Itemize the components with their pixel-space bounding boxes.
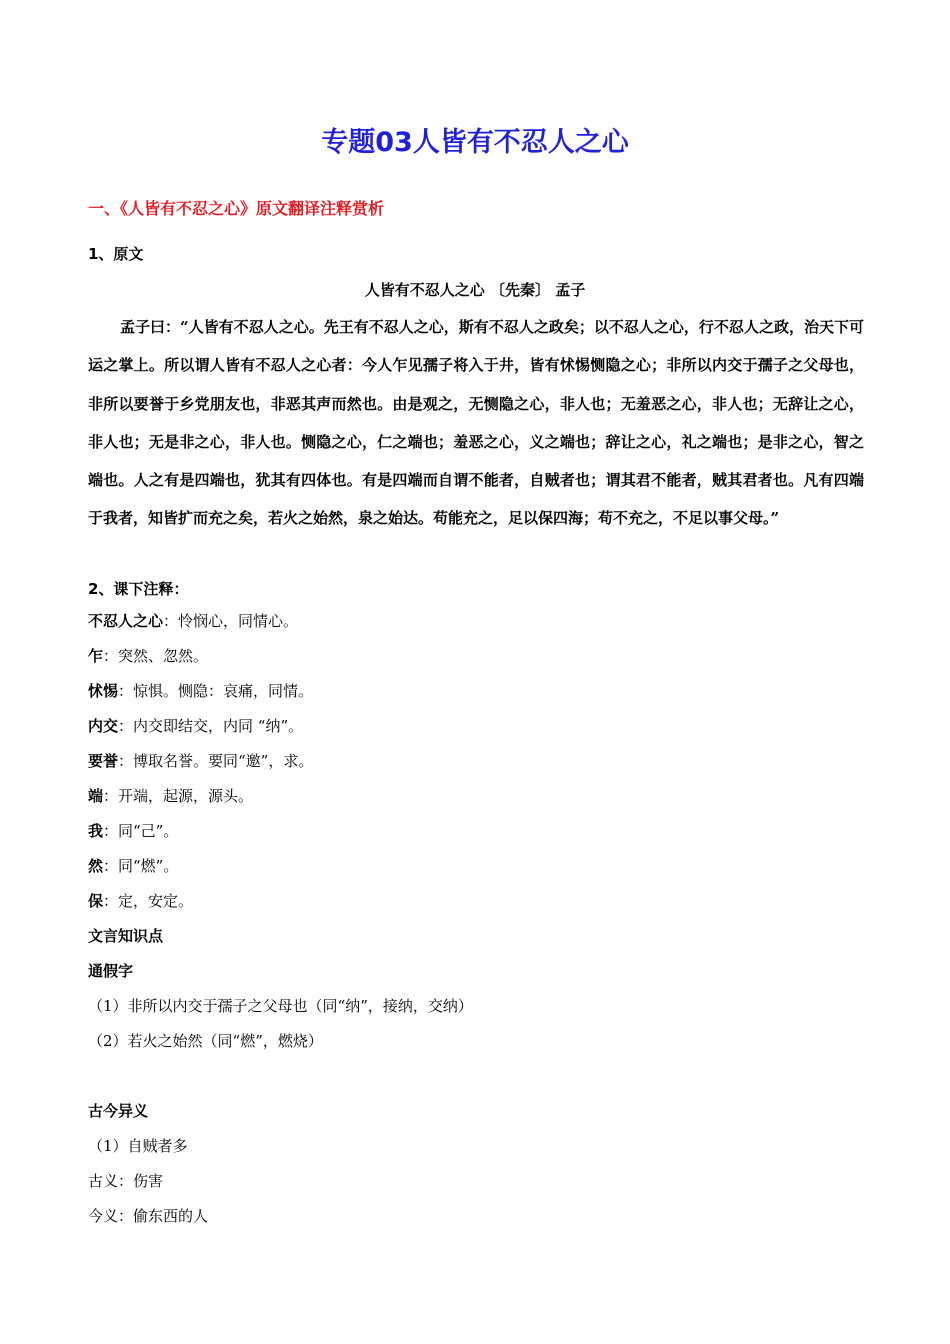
original-text-label: 1、原文 — [88, 245, 144, 263]
notes-label: 2、课下注释： — [88, 580, 189, 598]
note-definition: ：博取名誉。要同“邀”，求。 — [118, 752, 314, 770]
poem-title: 人皆有不忍人之心 〔先秦〕 孟子 — [364, 281, 586, 299]
note-term: 要誉 — [88, 752, 119, 770]
note-item — [88, 889, 868, 924]
note-item — [88, 679, 868, 714]
section-heading: 一、《人皆有不忍之心》原文翻译注释赏析 — [88, 199, 385, 218]
note-term: 怵惕 — [88, 682, 119, 700]
note-item — [88, 609, 868, 644]
note-item — [88, 644, 868, 679]
ancient-meaning: 古义：伤害 — [88, 1172, 164, 1190]
modern-meaning: 今义：偷东西的人 — [88, 1207, 209, 1225]
note-definition: ：开端，起源，源头。 — [103, 787, 254, 805]
tongjia-label: 通假字 — [88, 962, 134, 980]
knowledge-heading: 文言知识点 — [88, 927, 164, 945]
note-definition: ：定，安定。 — [103, 892, 194, 910]
note-item — [88, 784, 868, 819]
note-term: 我 — [88, 822, 104, 840]
note-definition: ：同“己”。 — [103, 822, 179, 840]
gujin-label: 古今异义 — [88, 1102, 149, 1120]
document-title: 专题03人皆有不忍人之心 — [321, 127, 629, 158]
note-term: 保 — [88, 892, 104, 910]
note-item — [88, 819, 868, 854]
note-item — [88, 749, 868, 784]
note-definition: ：惊惧。恻隐：哀痛，同情。 — [118, 682, 314, 700]
note-item — [88, 854, 868, 889]
note-term: 乍 — [88, 647, 104, 665]
original-text: 孟子曰：“人皆有不忍人之心。先王有不忍人之心，斯有不忍人之政矣；以不忍人之心，行不忍人之政，治天下可运之掌上。所以谓人皆有不忍人之心者：今人乍见孺子将入于井，皆有怵惕恻隐之心；非所以内交于孺子之父母也，非所以要誉于乡党朋友也，非恶其声而然也。由是观之，无恻隐之心，非人也；无羞恶之心，非人也；无辞让之心，非人也；无是非之心，非人也。恻隐之心，仁之端也；羞恶之心，义之端也；辞让之心，礼之端也；是非之心，智之端也。人之有是四端也，犹其有四体也。有是四端而自谓不能者，自贼者也；谓其君不能者，贼其君者也。凡有四端于我者，知皆扩而充之矣，若火之始然，泉之始达。苟能充之，足以保四海；苟不充之，不足以事父母。” — [88, 318, 864, 528]
gujin-item: （1）自贼者多 — [88, 1137, 188, 1155]
note-term: 然 — [88, 857, 104, 875]
note-term: 不忍人之心 — [88, 612, 164, 630]
note-definition: ：怜悯心，同情心。 — [163, 612, 299, 630]
tongjia-item: （1）非所以内交于孺子之父母也（同“纳”，接纳，交纳） — [88, 997, 473, 1015]
note-item — [88, 714, 868, 749]
note-definition: ：内交即结交，内同 “纳”。 — [118, 717, 304, 735]
note-term: 端 — [88, 787, 104, 805]
note-definition: ：突然、忽然。 — [103, 647, 209, 665]
note-term: 内交 — [88, 717, 119, 735]
tongjia-item: （2）若火之始然（同“燃”，燃烧） — [88, 1032, 323, 1050]
note-definition: ：同“燃”。 — [103, 857, 179, 875]
notes-list — [88, 609, 868, 924]
